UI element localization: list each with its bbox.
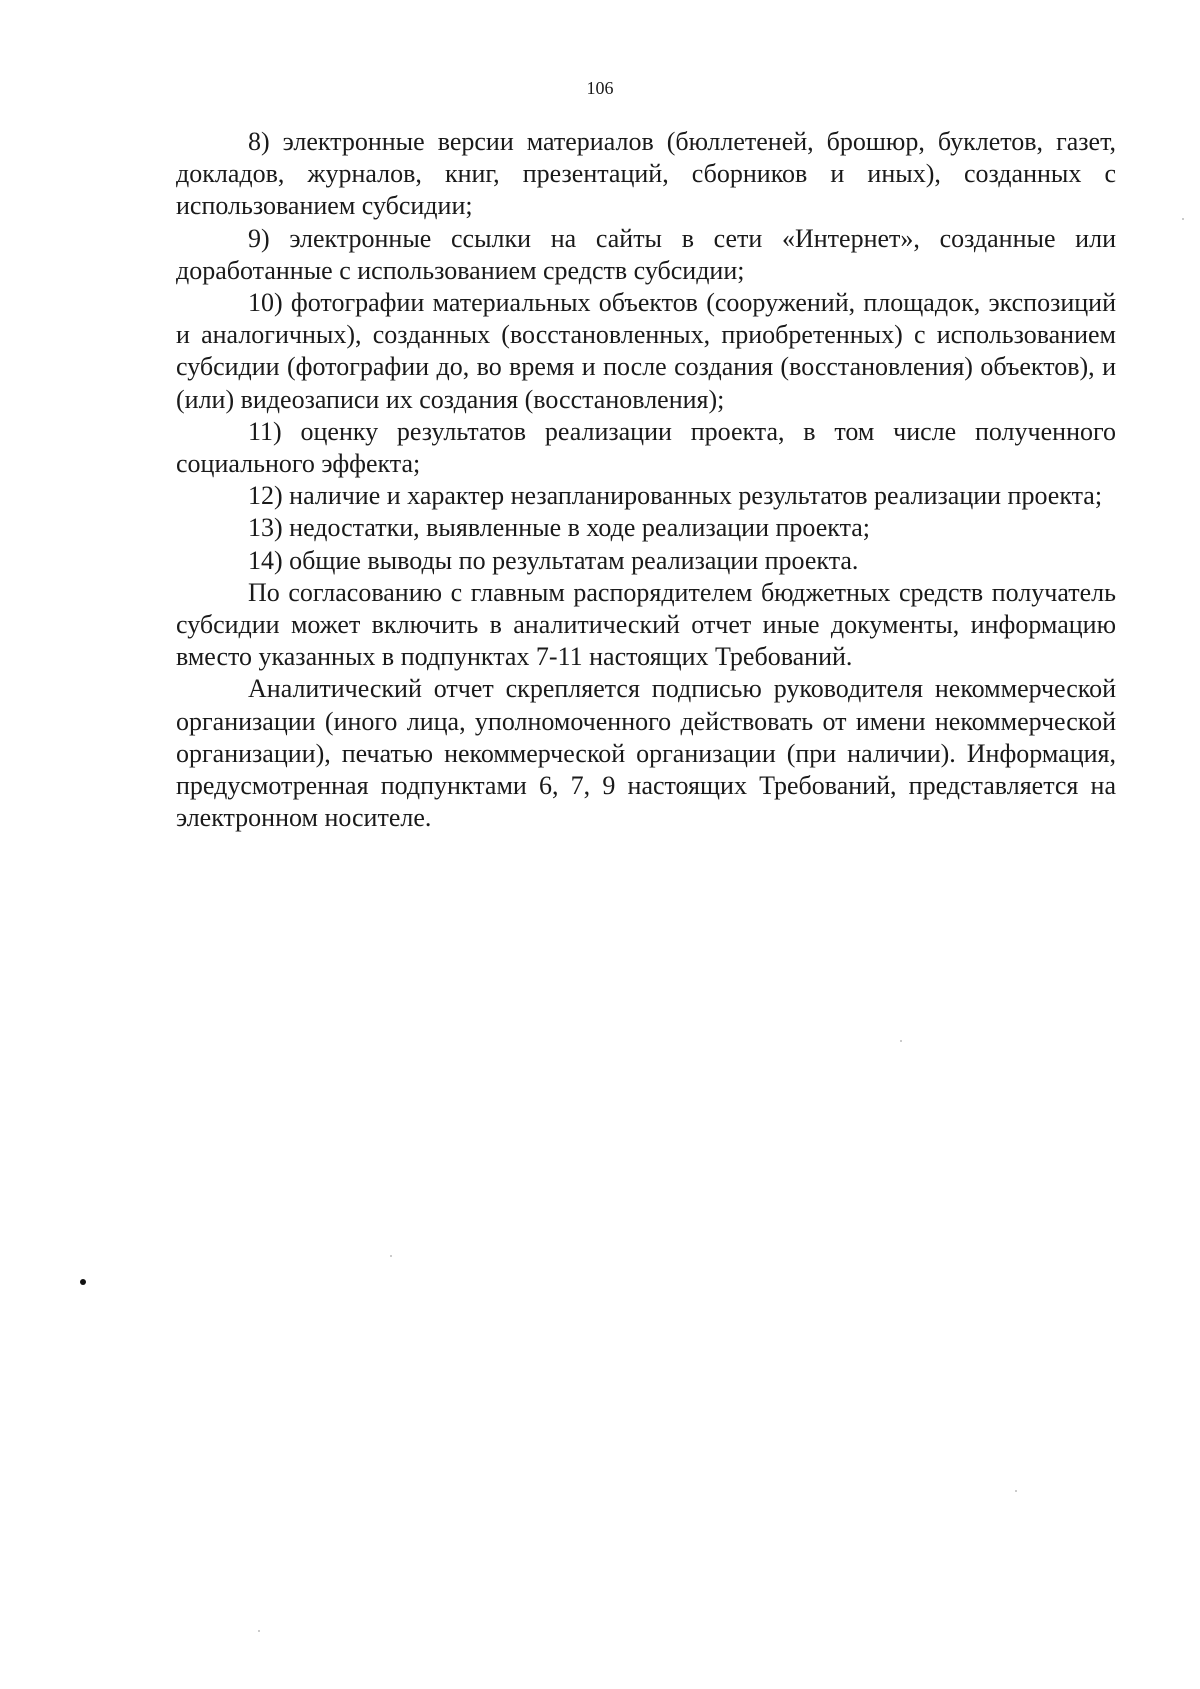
scan-speck <box>1015 1490 1017 1492</box>
paragraph-item-10: 10) фотографии материальных объектов (сооружений, площадок, экспозиций и аналогичных), созданных (восстановленных, приобретенных) с использованием субсидии (фотографии до, во время и после создания (восстановления) объектов), и (или) видеозаписи их создания (восстановления); <box>176 288 1116 414</box>
paragraph-agreement-clause: По согласованию с главным распорядителем бюджетных средств получатель субсидии может включить в аналитический отчет иные документы, информацию вместо указанных в подпунктах 7-11 настоящих Требований. <box>176 577 1116 672</box>
paragraph-item-8: 8) электронные версии материалов (бюллетеней, брошюр, буклетов, газет, докладов, журналов, книг, презентаций, сборников и иных), созданных с использованием субсидии; <box>176 127 1116 221</box>
paragraph-signature-clause: Аналитический отчет скрепляется подписью руководителя некоммерческой организации (иного лица, уполномоченного действовать от имени некоммерческой организации), печатью некоммерческой организации (при наличии). Информация, предусмотренная подпунктами 6, 7, 9 настоящих Требований, представляется на электронном носителе. <box>176 674 1116 833</box>
paragraph-item-13: 13) недостатки, выявленные в ходе реализации проекта; <box>248 513 871 543</box>
paragraph-item-11: 11) оценку результатов реализации проекта, в том числе полученного социального эффекта; <box>176 416 1116 479</box>
scan-speck <box>258 1630 260 1632</box>
scan-speck <box>1182 218 1184 220</box>
document-body <box>176 126 1116 834</box>
scan-speck <box>900 1040 902 1042</box>
page-number: 106 <box>586 78 614 98</box>
paragraph-item-14: 14) общие выводы по результатам реализации проекта. <box>248 545 859 575</box>
scan-artifact-dot <box>80 1279 86 1285</box>
paragraph-item-9: 9) электронные ссылки на сайты в сети «Интернет», созданные или доработанные с использованием средств субсидии; <box>176 223 1116 285</box>
paragraph-item-12: 12) наличие и характер незапланированных результатов реализации проекта; <box>248 481 1103 511</box>
scan-speck <box>390 1255 392 1257</box>
